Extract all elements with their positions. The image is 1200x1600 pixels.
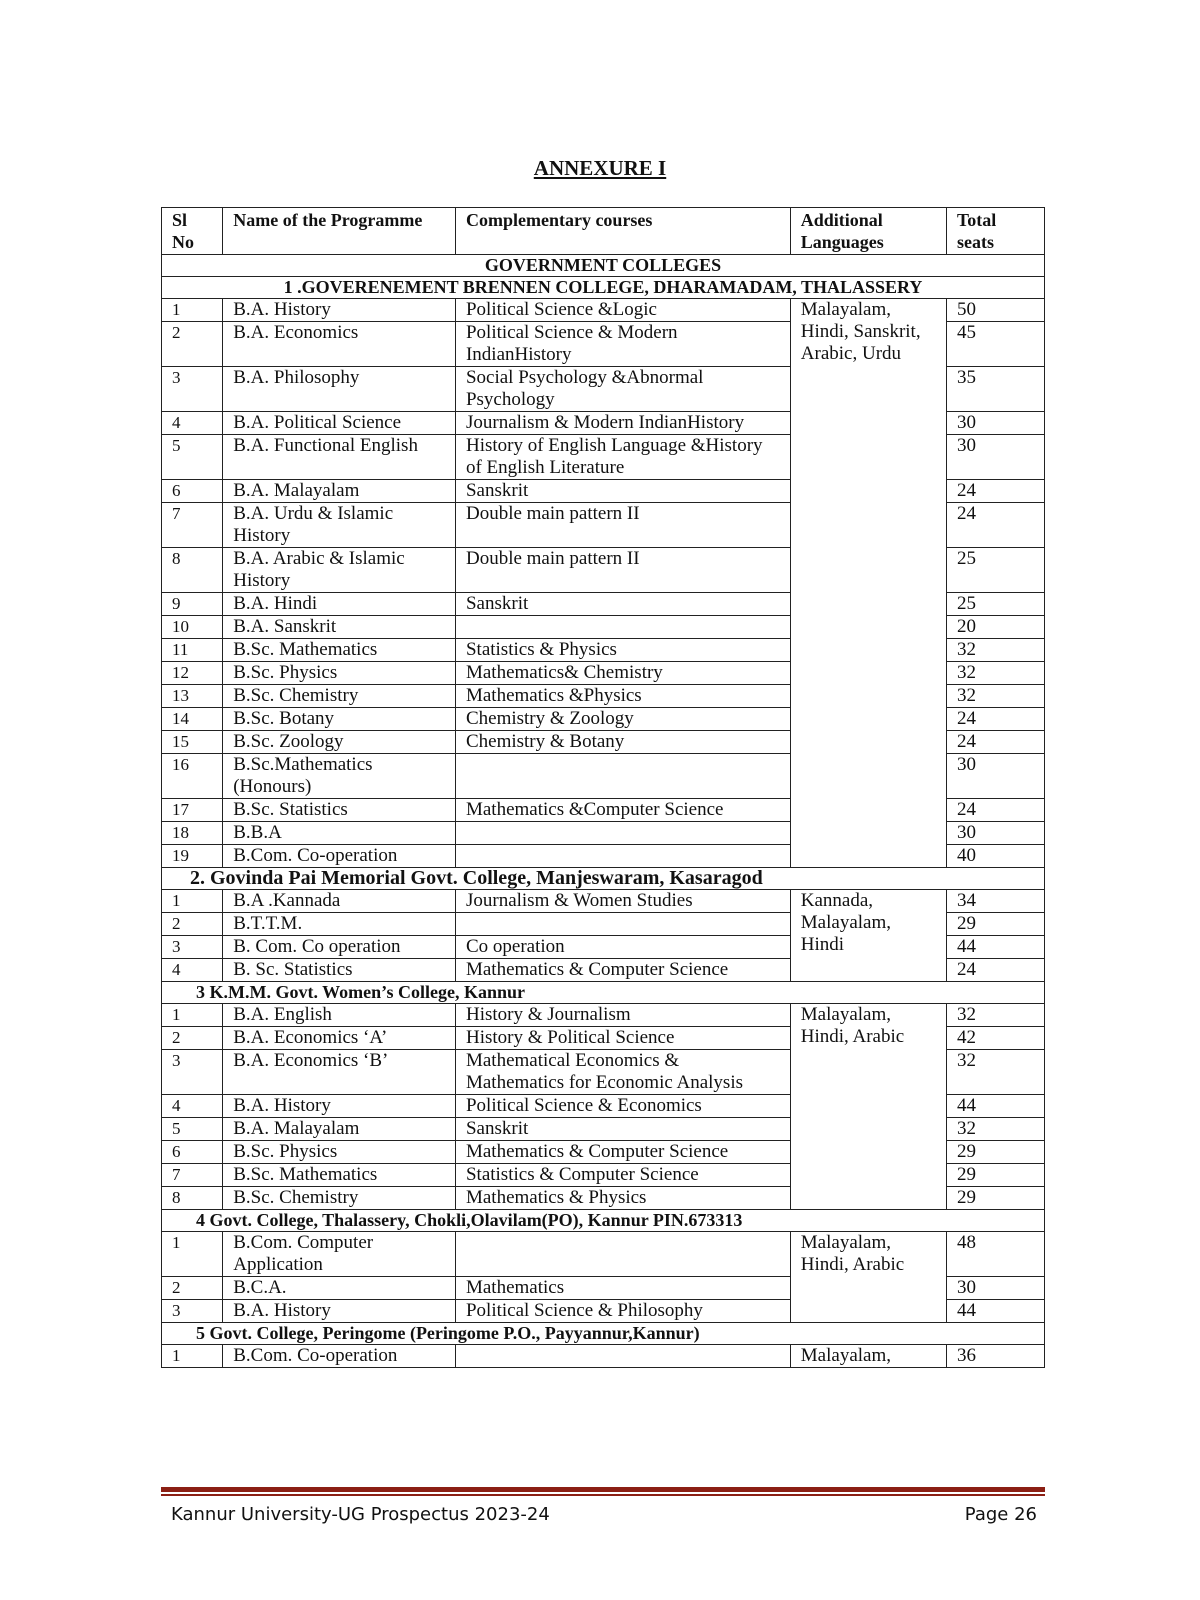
programme-name: B. Sc. Statistics [223, 959, 456, 982]
serial-number: 3 [162, 936, 223, 959]
total-seats: 44 [946, 1095, 1044, 1118]
programme-name: B.Sc. Zoology [223, 731, 456, 754]
total-seats: 29 [946, 1141, 1044, 1164]
complementary-courses: Political Science &Logic [455, 299, 790, 322]
serial-number: 3 [162, 1050, 223, 1095]
complementary-courses: Statistics & Physics [455, 639, 790, 662]
complementary-courses: Mathematics & Computer Science [455, 1141, 790, 1164]
complementary-courses: Sanskrit [455, 1118, 790, 1141]
serial-number: 17 [162, 799, 223, 822]
page-number: Page 26 [964, 1504, 1037, 1525]
serial-number: 4 [162, 1095, 223, 1118]
programme-name: B.A. Economics ‘B’ [223, 1050, 456, 1095]
serial-number: 7 [162, 503, 223, 548]
total-seats: 25 [946, 593, 1044, 616]
programme-name: B.A. Functional English [223, 435, 456, 480]
serial-number: 1 [162, 1345, 223, 1368]
complementary-courses: Political Science & Philosophy [455, 1300, 790, 1323]
complementary-courses: Co operation [455, 936, 790, 959]
total-seats: 32 [946, 639, 1044, 662]
complementary-courses: Journalism & Women Studies [455, 890, 790, 913]
header-sl: Sl No [162, 208, 223, 255]
total-seats: 24 [946, 480, 1044, 503]
total-seats: 32 [946, 1050, 1044, 1095]
programme-name: B.A. Economics [223, 322, 456, 367]
serial-number: 6 [162, 480, 223, 503]
programme-name: B.A. History [223, 1300, 456, 1323]
total-seats: 29 [946, 1187, 1044, 1210]
total-seats: 32 [946, 662, 1044, 685]
complementary-courses: Mathematics & Physics [455, 1187, 790, 1210]
complementary-courses: Chemistry & Zoology [455, 708, 790, 731]
complementary-courses: Mathematics [455, 1277, 790, 1300]
total-seats: 30 [946, 435, 1044, 480]
total-seats: 48 [946, 1232, 1044, 1277]
complementary-courses: Double main pattern II [455, 503, 790, 548]
serial-number: 1 [162, 1232, 223, 1277]
total-seats: 44 [946, 936, 1044, 959]
serial-number: 15 [162, 731, 223, 754]
serial-number: 16 [162, 754, 223, 799]
college-heading-row [162, 277, 1045, 299]
programme-name: B.Sc. Botany [223, 708, 456, 731]
serial-number: 8 [162, 548, 223, 593]
programme-name: B.Com. Co-operation [223, 845, 456, 868]
programme-name: B.A. History [223, 299, 456, 322]
college-name: 5 Govt. College, Peringome (Peringome P.O., Payyannur,Kannur) [162, 1323, 1045, 1345]
total-seats: 35 [946, 367, 1044, 412]
complementary-courses: Statistics & Computer Science [455, 1164, 790, 1187]
complementary-courses: Social Psychology &Abnormal Psychology [455, 367, 790, 412]
serial-number: 4 [162, 412, 223, 435]
programme-name: B.A. Economics ‘A’ [223, 1027, 456, 1050]
complementary-courses [455, 913, 790, 936]
programme-name: B.Com. Co-operation [223, 1345, 456, 1368]
section-row [162, 255, 1045, 277]
serial-number: 10 [162, 616, 223, 639]
programme-name: B.A. Hindi [223, 593, 456, 616]
complementary-courses [455, 754, 790, 799]
serial-number: 12 [162, 662, 223, 685]
table-row [162, 1004, 1045, 1027]
page-title: ANNEXURE I [533, 156, 667, 180]
programme-name: B.B.A [223, 822, 456, 845]
complementary-courses: Journalism & Modern IndianHistory [455, 412, 790, 435]
serial-number: 11 [162, 639, 223, 662]
total-seats: 40 [946, 845, 1044, 868]
total-seats: 50 [946, 299, 1044, 322]
footer-divider [161, 1487, 1045, 1492]
college-name: 4 Govt. College, Thalassery, Chokli,Olavilam(PO), Kannur PIN.673313 [162, 1210, 1045, 1232]
total-seats: 25 [946, 548, 1044, 593]
programme-name: B.Sc. Mathematics [223, 639, 456, 662]
additional-languages: Malayalam, Hindi, Sanskrit, Arabic, Urdu [790, 299, 946, 868]
programme-table [161, 207, 1045, 1368]
serial-number: 8 [162, 1187, 223, 1210]
additional-languages: Malayalam, Hindi, Arabic [790, 1232, 946, 1323]
header-row [162, 208, 1045, 255]
programme-name: B.A .Kannada [223, 890, 456, 913]
complementary-courses [455, 822, 790, 845]
complementary-courses: Mathematics &Computer Science [455, 799, 790, 822]
complementary-courses: Double main pattern II [455, 548, 790, 593]
total-seats: 24 [946, 959, 1044, 982]
programme-name: B.Sc. Statistics [223, 799, 456, 822]
programme-name: B.C.A. [223, 1277, 456, 1300]
complementary-courses: Sanskrit [455, 593, 790, 616]
total-seats: 30 [946, 412, 1044, 435]
total-seats: 32 [946, 685, 1044, 708]
programme-name: B.A. Arabic & Islamic History [223, 548, 456, 593]
college-heading-row [162, 1210, 1045, 1232]
serial-number: 3 [162, 367, 223, 412]
programme-name: B.A. Urdu & Islamic History [223, 503, 456, 548]
complementary-courses: Mathematics& Chemistry [455, 662, 790, 685]
serial-number: 2 [162, 1277, 223, 1300]
complementary-courses: Mathematical Economics & Mathematics for Economic Analysis [455, 1050, 790, 1095]
complementary-courses: Mathematics & Computer Science [455, 959, 790, 982]
complementary-courses: Political Science & Economics [455, 1095, 790, 1118]
college-heading-row [162, 982, 1045, 1004]
serial-number: 1 [162, 299, 223, 322]
serial-number: 4 [162, 959, 223, 982]
complementary-courses: History of English Language &History of English Literature [455, 435, 790, 480]
programme-name: B.T.T.M. [223, 913, 456, 936]
programme-name: B. Com. Co operation [223, 936, 456, 959]
footer-divider-thin [161, 1494, 1045, 1496]
total-seats: 30 [946, 1277, 1044, 1300]
header-programme: Name of the Programme [223, 208, 456, 255]
serial-number: 5 [162, 435, 223, 480]
programme-name: B.A. Sanskrit [223, 616, 456, 639]
section-title: GOVERNMENT COLLEGES [162, 255, 1045, 277]
serial-number: 2 [162, 913, 223, 936]
serial-number: 5 [162, 1118, 223, 1141]
header-complementary: Complementary courses [455, 208, 790, 255]
complementary-courses [455, 1232, 790, 1277]
programme-name: B.Sc. Physics [223, 1141, 456, 1164]
table-row [162, 1232, 1045, 1277]
serial-number: 3 [162, 1300, 223, 1323]
programme-name: B.A. Political Science [223, 412, 456, 435]
total-seats: 30 [946, 754, 1044, 799]
programme-name: B.Com. Computer Application [223, 1232, 456, 1277]
total-seats: 24 [946, 503, 1044, 548]
header-seats: Total seats [946, 208, 1044, 255]
college-heading-row [162, 868, 1045, 890]
serial-number: 6 [162, 1141, 223, 1164]
total-seats: 32 [946, 1118, 1044, 1141]
serial-number: 9 [162, 593, 223, 616]
programme-name: B.Sc. Mathematics [223, 1164, 456, 1187]
total-seats: 30 [946, 822, 1044, 845]
programme-name: B.Sc.Mathematics (Honours) [223, 754, 456, 799]
college-heading-row [162, 1323, 1045, 1345]
complementary-courses [455, 845, 790, 868]
college-name: 3 K.M.M. Govt. Women’s College, Kannur [162, 982, 1045, 1004]
total-seats: 32 [946, 1004, 1044, 1027]
table-row [162, 890, 1045, 913]
programme-name: B.A. Malayalam [223, 480, 456, 503]
total-seats: 29 [946, 1164, 1044, 1187]
serial-number: 7 [162, 1164, 223, 1187]
total-seats: 20 [946, 616, 1044, 639]
complementary-courses: History & Political Science [455, 1027, 790, 1050]
serial-number: 1 [162, 890, 223, 913]
complementary-courses: Sanskrit [455, 480, 790, 503]
total-seats: 36 [946, 1345, 1044, 1368]
programme-name: B.Sc. Chemistry [223, 685, 456, 708]
complementary-courses: Political Science & Modern IndianHistory [455, 322, 790, 367]
serial-number: 14 [162, 708, 223, 731]
serial-number: 2 [162, 1027, 223, 1050]
programme-name: B.A. Philosophy [223, 367, 456, 412]
programme-name: B.A. Malayalam [223, 1118, 456, 1141]
total-seats: 45 [946, 322, 1044, 367]
complementary-courses [455, 1345, 790, 1368]
serial-number: 13 [162, 685, 223, 708]
complementary-courses: History & Journalism [455, 1004, 790, 1027]
additional-languages: Malayalam, [790, 1345, 946, 1368]
total-seats: 24 [946, 799, 1044, 822]
additional-languages: Malayalam, Hindi, Arabic [790, 1004, 946, 1210]
total-seats: 24 [946, 708, 1044, 731]
complementary-courses: Chemistry & Botany [455, 731, 790, 754]
table-row [162, 1345, 1045, 1368]
total-seats: 29 [946, 913, 1044, 936]
table-row [162, 299, 1045, 322]
total-seats: 34 [946, 890, 1044, 913]
programme-name: B.Sc. Chemistry [223, 1187, 456, 1210]
college-name: 1 .GOVERENEMENT BRENNEN COLLEGE, DHARAMADAM, THALASSERY [162, 277, 1045, 299]
serial-number: 1 [162, 1004, 223, 1027]
serial-number: 19 [162, 845, 223, 868]
college-name: 2. Govinda Pai Memorial Govt. College, Manjeswaram, Kasaragod [162, 868, 1045, 890]
serial-number: 18 [162, 822, 223, 845]
total-seats: 24 [946, 731, 1044, 754]
programme-name: B.A. English [223, 1004, 456, 1027]
header-languages: Additional Languages [790, 208, 946, 255]
programme-name: B.A. History [223, 1095, 456, 1118]
total-seats: 42 [946, 1027, 1044, 1050]
footer-title: Kannur University-UG Prospectus 2023-24 [171, 1504, 550, 1525]
programme-name: B.Sc. Physics [223, 662, 456, 685]
complementary-courses: Mathematics &Physics [455, 685, 790, 708]
serial-number: 2 [162, 322, 223, 367]
additional-languages: Kannada, Malayalam, Hindi [790, 890, 946, 982]
total-seats: 44 [946, 1300, 1044, 1323]
complementary-courses [455, 616, 790, 639]
